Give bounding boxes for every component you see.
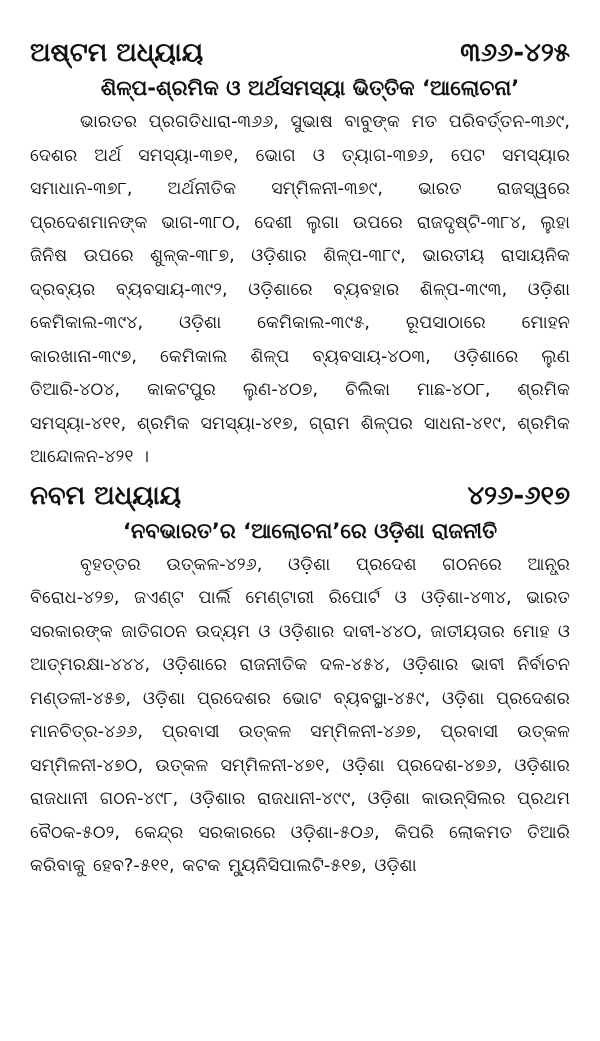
chapter-page-range: ୩୬୬-୪୨୫	[460, 38, 570, 68]
chapter-heading	[30, 0, 570, 68]
chapter-contents-paragraph: ଭାରତର ପ୍ରଗତିଧାରା-୩୬୬, ସୁଭାଷ ବାବୁଙ୍କ ମତ ପରିବର୍ତ୍ତନ-୩୬୯, ଦେଶର ଅର୍ଥ ସମସ୍ୟା-୩୭୧, ଭୋଗ ଓ ତ୍ୟାଗ-୩୭୬, ପେଟ ସମସ୍ୟାର ସମାଧାନ-୩୭୮, ଅର୍ଥନୀତିକ ସମ୍ମିଳନୀ-୩୭୯, ଭାରତ ରାଜସ୍ୱରେ ପ୍ରଦେଶମାନଙ୍କ ଭାଗ-୩୮୦, ଦେଶୀ ଲୁଗା ଉପରେ ରାଜଦୃଷ୍ଟି-୩୮୪, ଲୁହା ଜିନିଷ ଉପରେ ଶୁଳ୍କ-୩୮୭, ଓଡ଼ିଶାର ଶିଳ୍ପ-୩୮୯, ଭାରତୀୟ ରାସାୟନିକ ଦ୍ରବ୍ୟର ବ୍ୟବସାୟ-୩୯୨, ଓଡ଼ିଶାରେ ବ୍ୟବହାର ଶିଳ୍ପ-୩୯୩, ଓଡ଼ିଶା କେମିକାଲ-୩୯୪, ଓଡ଼ିଶା କେମିକାଲ-୩୯୫, ରୂପସାଠାରେ ମୋହନ କାରଖାନା-୩୯୭, କେମିକାଲ ଶିଳ୍ପ ବ୍ୟବସାୟ-୪୦୩, ଓଡ଼ିଶାରେ ଲୁଣ ତିଆରି-୪୦୪, କାକଟପୁର ଲୁଣ-୪୦୭, ଚିଲିକା ମାଛ-୪୦୮, ଶ୍ରମିକ ସମସ୍ୟା-୪୧୧, ଶ୍ରମିକ ସମସ୍ୟା-୪୧୭, ଗ୍ରାମ ଶିଳ୍ପର ସାଧନା-୪୧୯, ଶ୍ରମିକ ଆନ୍ଦୋଳନ-୪୨୧ ।	[30, 112, 570, 467]
chapter-page-range: ୪୨୬-୬୧୭	[467, 480, 570, 511]
chapter-subtitle: ‘ନବଭାରତ’ର ‘ଆଲୋଚନା’ରେ ଓଡ଼ିଶା ରାଜନୀତି	[122, 518, 498, 543]
chapter-subtitle: ଶିଳ୍ପ-ଶ୍ରମିକ ଓ ଅର୍ଥସମସ୍ୟା ଭିତ୍ତିକ ‘ଆଲୋଚନା’	[100, 76, 520, 100]
chapter-eight	[30, 0, 570, 475]
chapter-title: ଅଷ୍ଟମ ଅଧ୍ୟାୟ	[30, 38, 204, 68]
chapter-heading	[30, 475, 570, 511]
chapter-contents-paragraph: ବୃହତ୍ତର ଉତ୍କଳ-୪୨୬, ଓଡ଼ିଶା ପ୍ରଦେଶ ଗଠନରେ ଆନ୍ଧ୍ର ବିରୋଧ-୪୨୭, ଜଏଣ୍ଟ ପାର୍ଲି ମେଣ୍ଟାରୀ ରିପୋର୍ଟ ଓ ଓଡ଼ିଶା-୪୩୪, ଭାରତ ସରକାରଙ୍କ ଜାତିଗଠନ ଉଦ୍ୟମ ଓ ଓଡ଼ିଶାର ଦାବୀ-୪୪୦, ଜାତୀୟତାର ମୋହ ଓ ଆତ୍ମରକ୍ଷା-୪୪୪, ଓଡ଼ିଶାରେ ରାଜନୀତିକ ଦଳ-୪୫୪, ଓଡ଼ିଶାର ଭାବୀ ନିର୍ବାଚନ ମଣ୍ଡଳୀ-୪୫୭, ଓଡ଼ିଶା ପ୍ରଦେଶର ଭୋଟ ବ୍ୟବସ୍ଥା-୪୫୯, ଓଡ଼ିଶା ପ୍ରଦେଶର ମାନଚିତ୍ର-୪୬୬, ପ୍ରବାସୀ ଉତ୍କଳ ସମ୍ମିଳନୀ-୪୬୭, ପ୍ରବାସୀ ଉତ୍କଳ ସମ୍ମିଳନୀ-୪୭୦, ଉତ୍କଳ ସମ୍ମିଳନୀ-୪୭୧, ଓଡ଼ିଶା ପ୍ରଦେଶ-୪୭୬, ଓଡ଼ିଶାର ରାଜଧାନୀ ଗଠନ-୪୯୮, ଓଡ଼ିଶାର ରାଜଧାନୀ-୪୯୯, ଓଡ଼ିଶା କାଉନ୍ସିଲର ପ୍ରଥମ ବୈଠକ-୫୦୨, କେନ୍ଦ୍ର ସରକାରରେ ଓଡ଼ିଶା-୫୦୬, କିପରି ଲୋକମତ ତିଆରି କରିବାକୁ ହେବ?-୫୧୧, କଟକ ମ୍ୟୁନିସିପାଲଟି-୫୧୭, ଓଡ଼ିଶା	[30, 554, 570, 876]
chapter-title: ନବମ ଅଧ୍ୟାୟ	[30, 480, 182, 511]
chapter-nine	[30, 475, 570, 884]
